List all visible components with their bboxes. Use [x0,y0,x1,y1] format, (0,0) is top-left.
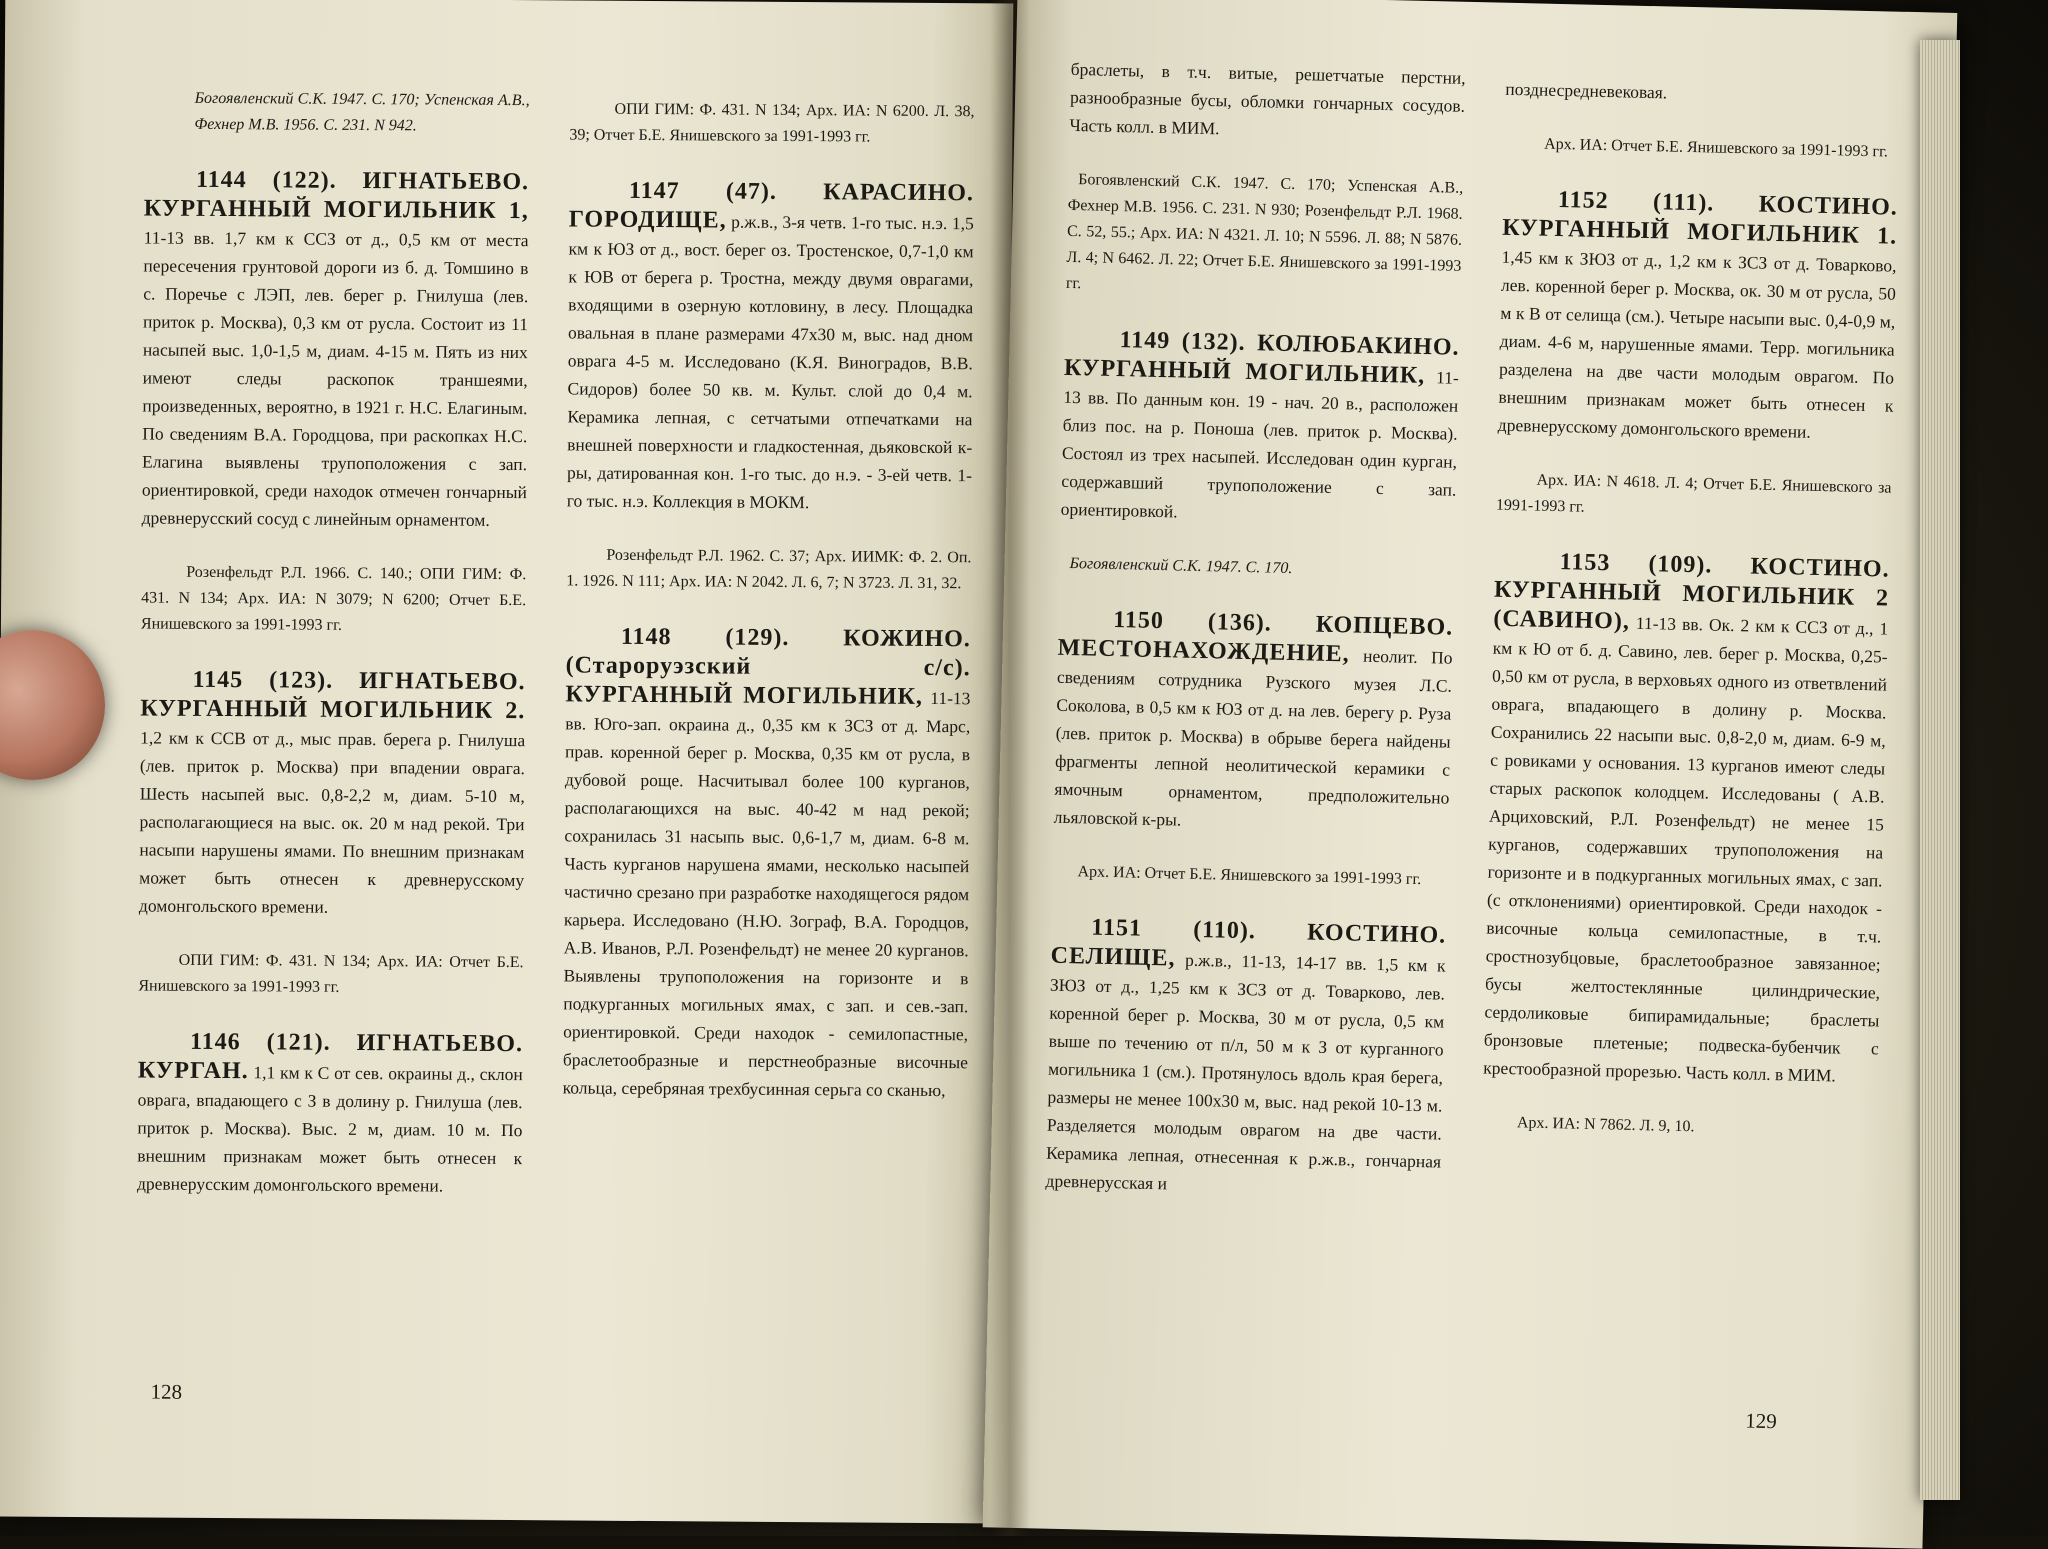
entry-body: 1,2 км к ССВ от д., мыс прав. берега р. Гнилуша (лев. приток р. Москва) при впадении оврага. Шесть насыпей выс. 0,8-2,2 м, диам. 5-10 м, располагающиеся на выс. ок. 20 м над рекой. Три насыпи нарушены ямами. По внешним признакам может быть отнесен к древнерусскому домонгольского времени. [138,727,526,917]
entry-1149 [1060,325,1459,532]
reference [1066,167,1464,306]
right-page-column-4 [1482,75,1901,1145]
page-number: 128 [150,1379,183,1404]
reference-text: Розенфельдт Р.Л. 1966. С. 140.; ОПИ ГИМ: Ф. 431. N 134; Арх. ИА: N 3079; N 6200; Отчет Б.Е. Янишевского за 1991-1993 гг. [140,563,527,634]
entry-body: 11-13 вв. Ок. 2 км к ССЗ от д., 1 км к Ю от б. д. Савино, лев. берег р. Москва, 0,25-0,50 км от русла, в верховьях одного из ответвлений оврага, впадающего в долину р. Москва. Сохранились 22 насыпи выс. 0,8-2,0 м, диам. 6-9 м, с ровиками у основания. 13 курганов имеют следы старых раскопок колодцем. Исследованы ( А.В. Арциховский, Р.Л. Розенфельдт) не менее 15 курганов, содержавших трупоположения на горизонте и в подкурганных могильных ямах, с зап. (с отклонениями) ориентировкой. Среди находок - височные кольца семилопастные, в т.ч. сростнозубцовые, браслетообразное завязанное; бусы желтостеклянные цилиндрические, сердоликовые бипирамидальные; браслеты бронзовые плетеные; подвеска-бубенчик с крестообразной прорезью. Часть колл. в МИМ. [1483,612,1889,1086]
left-page-column-1 [137,85,530,1200]
reference-text: ОПИ ГИМ: Ф. 431. N 134; Арх. ИА: Отчет Б.Е. Янишевского за 1991-1993 гг. [138,951,524,996]
page-number: 129 [1745,1408,1778,1434]
entry-heading: 1153 (109). КОСТИНО. КУРГАННЫЙ МОГИЛЬНИК 2 (САВИНО), [1493,549,1890,635]
entry-heading: 1147 (47). КАРАСИНО. ГОРОДИЩЕ, [568,177,975,234]
entry-1148 [563,622,971,1104]
reference [566,542,971,597]
entry-body: 1,1 км к С от сев. окраины д., склон оврага, впадающего с З в долину р. Гнилуша (лев. приток р. Москва). Выс. 2 м, диам. 10 м. По внешним признакам может быть отнесен к древнерусским домонгольского времени. [136,1062,523,1196]
reference [1496,467,1892,528]
continued-text: позднесредневековая. [1505,78,1668,103]
entry-heading: 1144 (122). ИГНАТЬЕВО. КУРГАННЫЙ МОГИЛЬНИК 1, [143,166,530,225]
continued-text: браслеты, в т.ч. витые, решетчатые перстни, разнообразные бусы, обломки гончарных сосудов. Часть колл. в МИМ. [1069,58,1466,139]
entry-body: 1,45 км к ЗЮЗ от д., 1,2 км к ЗСЗ от д. Товарково, лев. коренной берег р. Москва, ок. 30 м от русла, 50 м к В от селища (см.). Четыре насыпи выс. 0,4-0,9 м, диам. 4-6 м, нарушенные ямами. Терр. могильника разделена на две части молодым оврагом. По внешним признакам может быть отнесен к древнерусскому домонгольского времени. [1497,246,1897,442]
page-edges [1920,40,1960,1500]
entry-1145 [139,665,526,922]
entry-heading: 1152 (111). КОСТИНО. КУРГАННЫЙ МОГИЛЬНИК 1. [1501,186,1899,250]
entry-heading: 1146 (121). ИГНАТЬЕВО. КУРГАН. [137,1028,524,1085]
entry-body: р.ж.в., 11-13, 14-17 вв. 1,5 км к ЗЮЗ от д., 1,25 км к ЗСЗ от д. Товарково, лев. коренной берег р. Москва, 30 м от русла, 0,5 км выше по течению от п/л, 50 м к З от курганного могильника 1 (см.). Протянулось вдоль края берега, размеры не менее 100х30 м, выс. над рекой 10-13 м. Разделяется молодым оврагом на две части. Керамика лепная, отнесенная к р.ж.в., гончарная древнерусская и [1045,949,1446,1194]
entry-1147 [567,176,974,517]
reference [569,96,974,151]
right-page-column-3 [1045,55,1466,1204]
entry-body: 11-13 вв. По данным кон. 19 - нач. 20 в., расположен близ пос. на р. Поноша (лев. приток р. Москва). Состоял из трех насыпей. Исследован один курган, содержавший трупоположение с зап. ориентировкой. [1060,367,1460,522]
reference [138,947,523,1002]
entry-heading: 1151 (110). КОСТИНО. СЕЛИЩЕ, [1050,914,1447,972]
reference: Богоявленский С.К. 1947. С. 170. [1069,554,1293,578]
entry-heading: 1145 (123). ИГНАТЬЕВО. КУРГАННЫЙ МОГИЛЬНИК 2. [140,666,526,725]
left-page-column-2 [563,96,975,1104]
reference-text: ОПИ ГИМ: Ф. 431. N 134; Арх. ИА: N 6200. Л. 38, 39; Отчет Б.Е. Янишевского за 1991-1993 гг. [569,100,975,146]
reference-text: Арх. ИА: Отчет Б.Е. Янишевского за 1991-1993 гг. [1544,135,1889,161]
entry-1152 [1498,185,1899,448]
entry-1151 [1045,913,1446,1204]
book-gutter [990,0,1030,1536]
entry-1144 [142,165,530,534]
reference-text: Арх. ИА: N 4618. Л. 4; Отчет Б.Е. Янишевского за 1991-1993 гг. [1495,471,1892,516]
entry-body: р.ж.в., 3-я четв. 1-го тыс. н.э. 1,5 км к ЮЗ от д., вост. берег оз. Тростенское, 0,7-1,0 км к ЮВ от берега р. Тростна, между двумя оврагами, входящими в озерную котловину, в лесу. Площадка овальная в плане размерами 47х30 м, выс. над дном оврага 4-5 м. Исследовано (К.Я. Виноградов, В.В. Сидоров) более 50 кв. м. Культ. слой до 0,4 м. Керамика лепная, с сетчатыми отпечатками на внешней поверхности и гладкостенная, дьяковской к-ры, датированная кон. 1-го тыс. до н.э. - 3-ей четв. 1-го тыс. н.э. Коллекция в МОКМ. [566,211,974,513]
entry-body: 11-13 вв. Юго-зап. окраина д., 0,35 км к ЗСЗ от д. Марс, прав. коренной берег р. Москва, 0,35 км от русла, в дубовой роще. Насчитывал более 100 курганов, располагающихся на выс. 40-42 м над рекой; сохранилась 31 насыпь выс. 0,6-1,7 м, диам. 6-8 м. Часть курганов нарушена ямами, несколько насыпей частично срезано при разработке находящегося рядом карьера. Исследовано (Н.Ю. Зограф, В.А. Городцов, А.В. Иванов, Р.Л. Розенфельдт) не менее 20 курганов. Выявлены трупоположения на горизонте и в подкурганных могильных ямах, с зап. и сев.-зап. ориентировкой. Среди находок - семилопастные, браслетообразные и перстнеобразные височные кольца, серебряная трехбусинная серьга со сканью, [562,687,971,1101]
entry-heading: 1148 (129). КОЖИНО. (Староруэзский с/с). КУРГАННЫЙ МОГИЛЬНИК, [565,623,971,710]
entry-1150 [1053,605,1453,840]
entry-1153 [1483,547,1890,1091]
entry-heading: 1149 (132). КОЛЮБАКИНО. КУРГАННЫЙ МОГИЛЬНИК, [1063,327,1460,390]
reference: Богоявленский С.К. 1947. С. 170; Успенская А.В., Фехнер М.В. 1956. С. 231. N 942. [194,89,530,135]
entry-body: неолит. По сведениям сотрудника Рузского музея Л.С. Соколова, в 0,5 км к ЮЗ от д. на лев. берегу р. Руза (лев. приток р. Москва) в обрыве берега найдены фрагменты лепной неолитической керамики с ямочным орнаментом, предположительно льяловской к-ры. [1053,645,1453,830]
left-page [0,0,1013,1523]
entry-1146 [137,1027,523,1200]
entry-heading: 1150 (136). КОПЦЕВО. МЕСТОНАХОЖДЕНИЕ, [1057,607,1454,668]
reference-text: Розенфельдт Р.Л. 1962. С. 37; Арх. ИИМК: Ф. 2. Оп. 1. 1926. N 111; Арх. ИА: N 2042. Л. 6, 7; N 3723. Л. 31, 32. [566,546,972,593]
reference-text: Арх. ИА: N 7862. Л. 9, 10. [1516,1114,1695,1136]
entry-body: 11-13 вв. 1,7 км к ССЗ от д., 0,5 км от места пересечения грунтовой дороги из б. д. Томшино в с. Поречье с ЛЭП, лев. берег р. Гнилуша (лев. приток р. Москва), 0,3 км от русла. Состоит из 11 насыпей выс. 1,0-1,5 м, диам. 4-15 м. Пять из них имеют следы раскопок траншеями, произведенных, вероятно, в 1921 г. Н.С. Елагиным. По сведениям В.А. Городцова, при раскопках Н.С. Елагина выявлены трупоположения с зап. ориентировкой, среди находок отмечен гончарный древнерусский сосуд с линейным орнаментом. [141,227,529,530]
reference-text: Арх. ИА: Отчет Б.Е. Янишевского за 1991-1993 гг. [1077,863,1422,889]
reference [141,559,527,640]
right-page [983,0,1958,1549]
reference-text: Богоявленский С.К. 1947. С. 170; Успенская А.В., Фехнер М.В. 1956. С. 231. N 930; Розенфельдт Р.Л. 1968. С. 52, 55.; Арх. ИА: N 4321. Л. 10; N 5596. Л. 88; N 5876. Л. 4; N 6462. Л. 22; Отчет Б.Е. Янишевского за 1991-1993 гг. [1065,171,1464,293]
